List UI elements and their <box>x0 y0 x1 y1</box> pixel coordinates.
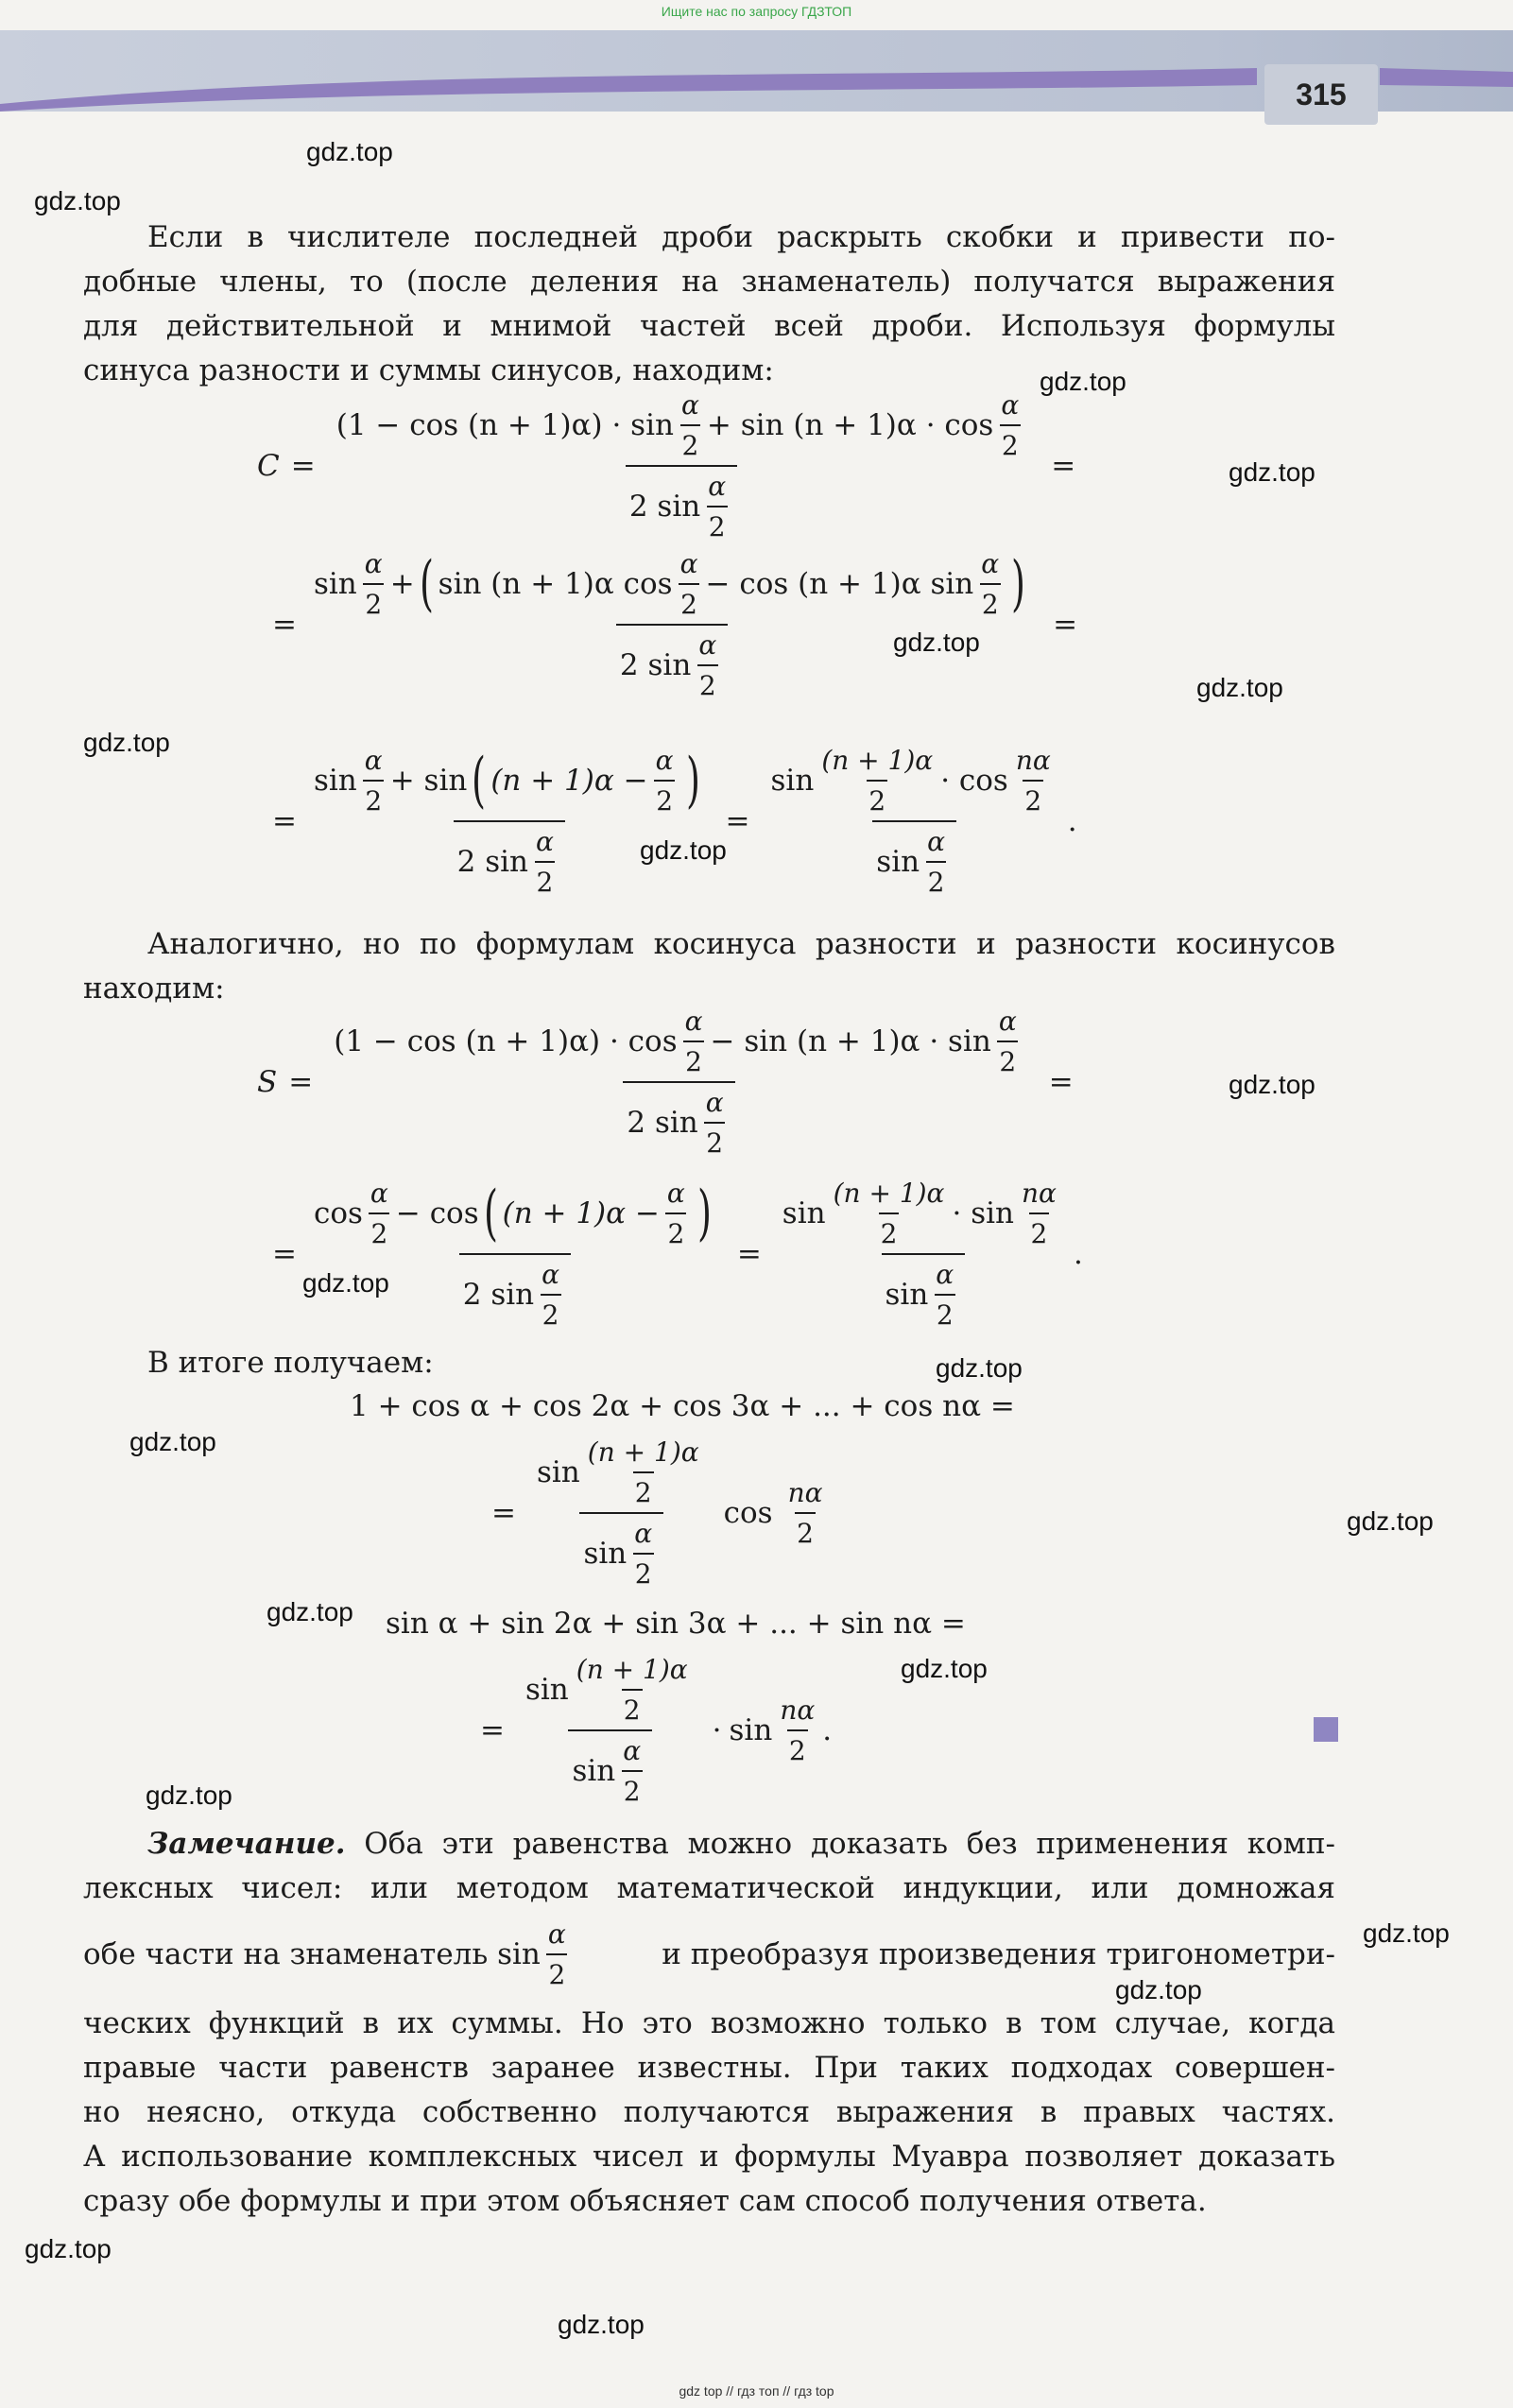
equation-c <box>257 389 1075 542</box>
text-line: Если в числителе последней дроби раскрыть скобки и привести по- <box>147 220 1335 254</box>
watermark: gdz.top <box>302 1268 389 1298</box>
fraction-result: sin $\frac{(n + 1)\alpha}{2}$ sin $\frac{\alpha}{2}$ <box>536 1436 699 1590</box>
numerator-part: + sin (n + 1)α · cos <box>706 408 994 442</box>
text-line: синуса разности и суммы синусов, находим: <box>83 353 774 387</box>
watermark: gdz.top <box>1229 1070 1315 1099</box>
equation-c-step3: = sin $\frac{\alpha}{2}$ + sin ( (n + 1)α − $\frac{\alpha}{2}$ ) 2 sin $\frac{\alpha}{2}$ = sin $\frac{(n + 1)\alpha}{2}$ · cos $\frac{n\alpha}{2}$ sin $\frac{\alpha}{2}$ . <box>272 745 1077 898</box>
text-line: Аналогично, но по формулам косинуса разности и разности косинусов <box>147 927 1335 961</box>
watermark: gdz.top <box>1196 673 1283 702</box>
text-line: А использование комплексных чисел и формулы Муавра позволяет доказать <box>83 2140 1335 2174</box>
watermark: gdz.top <box>129 1427 216 1456</box>
sum-cos-equation: 1 + cos α + cos 2α + cos 3α + ... + cos nα = <box>350 1389 1015 1423</box>
sum-sin-result: = sin $\frac{(n + 1)\alpha}{2}$ sin $\frac{\alpha}{2}$ · sin $\frac{n\alpha}{2}$ . <box>480 1654 833 1807</box>
watermark: gdz.top <box>83 728 170 757</box>
footer-note: gdz top // гдз топ // гдз top <box>679 2383 834 2399</box>
text-line: добные члены, то (после деления на знаменатель) получатся выражения <box>83 265 1335 299</box>
watermark: gdz.top <box>558 2310 645 2339</box>
page-number: 315 <box>1264 64 1378 125</box>
numerator-part: (1 − cos (n + 1)α) · sin <box>335 408 674 442</box>
sum-cos-result: = sin $\frac{(n + 1)\alpha}{2}$ sin $\frac{\alpha}{2}$ cos $\frac{n\alpha}{2}$ <box>491 1436 823 1590</box>
top-note: Ищите нас по запросу ГДЗТОП <box>661 4 852 19</box>
fraction-result: sin $\frac{(n + 1)\alpha}{2}$ sin $\frac{\alpha}{2}$ <box>524 1654 688 1807</box>
remark-paragraph <box>83 1822 1335 1911</box>
text-line: правые части равенств заранее известны. При таких подходах совершен- <box>83 2051 1335 2085</box>
watermark: gdz.top <box>266 1597 353 1626</box>
equals-sign: = <box>290 449 316 483</box>
text-line: ческих функций в их суммы. Но это возможно только в том случае, когда <box>83 2006 1335 2040</box>
watermark: gdz.top <box>640 835 727 865</box>
text-line: сразу обе формулы и при этом объясняет сам способ получения ответа. <box>83 2184 1207 2218</box>
in-total-label: В итоге получаем: <box>147 1346 434 1380</box>
fraction-main: (1 − cos (n + 1)α) · sin $\frac{\alpha}{2}$ + sin (n + 1)α · cos $\frac{\alpha}{2}$ 2 sin $\frac{\alpha}{2}$ <box>335 389 1020 542</box>
paragraph-intro <box>83 215 1335 393</box>
fraction-main: (1 − cos (n + 1)α) · cos $\frac{\alpha}{2}$ − sin (n + 1)α · sin $\frac{\alpha}{2}$ 2 sin $\frac{\alpha}{2}$ <box>334 1006 1017 1159</box>
watermark: gdz.top <box>893 628 980 657</box>
watermark: gdz.top <box>1040 367 1126 396</box>
watermark: gdz.top <box>25 2234 112 2263</box>
watermark: gdz.top <box>1347 1506 1434 1536</box>
equation-c-step2: = sin $\frac{\alpha}{2}$ + ( sin (n + 1)α cos $\frac{\alpha}{2}$ − cos (n + 1)α sin $\frac{\alpha}{2}$ ) 2 sin $\frac{\alpha}{2}$ = <box>272 548 1078 701</box>
text-line: но неясно, откуда собственно получаются выражения в правых частях. <box>83 2095 1335 2129</box>
watermark: gdz.top <box>936 1353 1023 1383</box>
fraction-step2a: cos $\frac{\alpha}{2}$ − cos ( (n + 1)α − $\frac{\alpha}{2}$ ) 2 sin $\frac{\alpha}{2}$ <box>313 1178 712 1331</box>
equation-s: S = (1 − cos (n + 1)α) · cos $\frac{\alpha}{2}$ − sin (n + 1)α · sin $\frac{\alpha}{2}$ 2 sin $\frac{\alpha}{2}$ = <box>257 1006 1074 1159</box>
watermark: gdz.top <box>306 137 393 166</box>
text-line: лексных чисел: или методом математической индукции, или домножая <box>83 1871 1335 1905</box>
fraction-alpha-half: $\frac{\alpha}{2}$ <box>680 389 699 461</box>
watermark: gdz.top <box>1115 1975 1202 2004</box>
sum-sin-equation: sin α + sin 2α + sin 3α + ... + sin nα = <box>386 1607 966 1641</box>
watermark: gdz.top <box>1363 1918 1450 1948</box>
remark-continuation <box>83 2002 1335 2224</box>
equation-s-step2: = cos $\frac{\alpha}{2}$ − cos ( (n + 1)α − $\frac{\alpha}{2}$ ) 2 sin $\frac{\alpha}{2}$ = sin $\frac{(n + 1)\alpha}{2}$ · sin $\frac{n\alpha}{2}$ sin $\frac{\alpha}{2}$ . <box>272 1178 1083 1331</box>
fraction-step3b: sin $\frac{(n + 1)\alpha}{2}$ · cos $\frac{n\alpha}{2}$ sin $\frac{\alpha}{2}$ <box>770 745 1051 898</box>
fraction-step2b: sin $\frac{(n + 1)\alpha}{2}$ · sin $\frac{n\alpha}{2}$ sin $\frac{\alpha}{2}$ <box>782 1178 1057 1331</box>
text-line: Оба эти равенства можно доказать без применения комп- <box>345 1827 1335 1861</box>
text-line: находим: <box>83 972 225 1006</box>
equals-sign: = <box>1051 449 1076 483</box>
remark-label: Замечание. <box>147 1827 346 1861</box>
paragraph-analogous <box>83 922 1335 1011</box>
watermark: gdz.top <box>146 1780 232 1810</box>
watermark: gdz.top <box>34 186 121 215</box>
watermark: gdz.top <box>1229 457 1315 487</box>
fraction-alpha-half: $\frac{\alpha}{2}$ <box>1001 389 1020 461</box>
remark-line-with-fraction: обе части на знаменатель sin $\frac{\alpha}{2}$ и преобразуя произведения тригонометри- <box>83 1918 1335 1990</box>
text-line: и преобразуя произведения тригонометри- <box>662 1937 1335 1971</box>
fraction-alpha-half: $\frac{\alpha}{2}$ <box>708 471 727 542</box>
fraction-step3a: sin $\frac{\alpha}{2}$ + sin ( (n + 1)α − $\frac{\alpha}{2}$ ) 2 sin $\frac{\alpha}{2}$ <box>313 745 700 898</box>
text-line: обе части на знаменатель sin <box>83 1937 541 1971</box>
end-of-proof-marker <box>1314 1717 1338 1742</box>
watermark: gdz.top <box>901 1654 988 1683</box>
text-line: для действительной и мнимой частей всей дроби. Используя формулы <box>83 309 1335 343</box>
symbol-c: C <box>257 449 280 483</box>
fraction-step2: sin $\frac{\alpha}{2}$ + ( sin (n + 1)α cos $\frac{\alpha}{2}$ − cos (n + 1)α sin $\frac{\alpha}{2}$ ) 2 sin $\frac{\alpha}{2}$ <box>313 548 1026 701</box>
